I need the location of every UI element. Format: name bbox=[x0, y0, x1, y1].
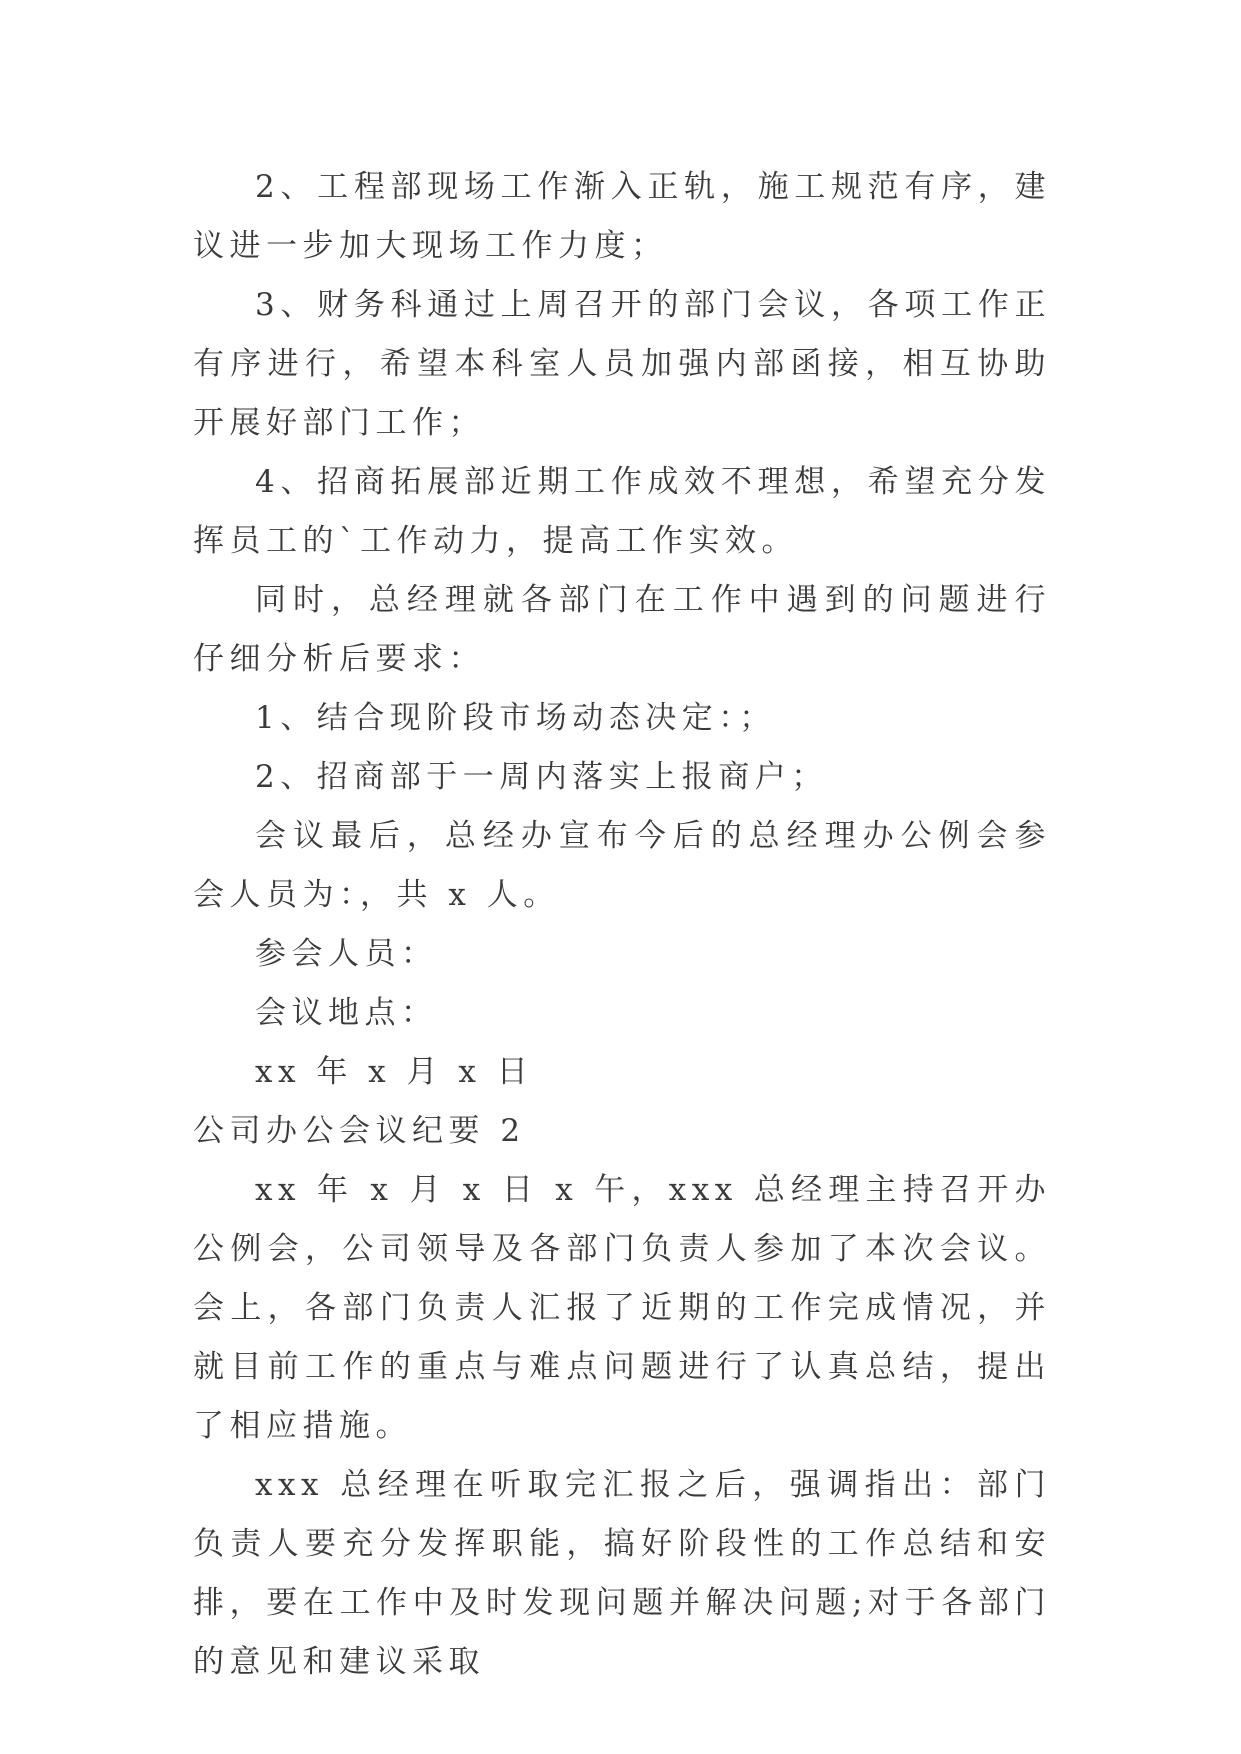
section-heading: 公司办公会议纪要 2 bbox=[193, 1113, 526, 1149]
paragraph-location: 会议地点： bbox=[255, 995, 438, 1031]
paragraph-requirement-1: 1、结合现阶段市场动态决定：； bbox=[255, 700, 776, 736]
document-body bbox=[193, 158, 1051, 1692]
paragraph-item-3-finance: 3、财务科通过上周召开的部门会议，各项工作正有序进行，希望本科室人员加强内部函接，相互协助开展好部门工作； bbox=[193, 287, 1051, 441]
paragraph-gm-instructions: xxx 总经理在听取完汇报之后，强调指出：部门负责人要充分发挥职能，搞好阶段性的工作总结和安排，要在工作中及时发现问题并解决问题;对于各部门的意见和建议采取 bbox=[193, 1467, 1051, 1680]
paragraph-gm-requirements: 同时，总经理就各部门在工作中遇到的问题进行仔细分析后要求： bbox=[193, 582, 1051, 677]
paragraph-meeting-summary: xx 年 x 月 x 日 x 午，xxx 总经理主持召开办公例会，公司领导及各部门负责人参加了本次会议。会上，各部门负责人汇报了近期的工作完成情况，并就目前工作的重点与难点问题进行了认真总结，提出了相应措施。 bbox=[193, 1172, 1051, 1444]
paragraph-item-2-engineering: 2、工程部现场工作渐入正轨，施工规范有序，建议进一步加大现场工作力度； bbox=[193, 169, 1051, 264]
paragraph-attendees: 参会人员： bbox=[255, 936, 438, 972]
paragraph-date: xx 年 x 月 x 日 bbox=[255, 1054, 534, 1090]
paragraph-requirement-2: 2、招商部于一周内落实上报商户； bbox=[255, 759, 828, 795]
paragraph-meeting-closing: 会议最后，总经办宣布今后的总经理办公例会参会人员为：，共 x 人。 bbox=[193, 818, 1051, 913]
paragraph-item-4-investment: 4、招商拓展部近期工作成效不理想，希望充分发挥员工的`工作动力，提高工作实效。 bbox=[193, 464, 1051, 559]
